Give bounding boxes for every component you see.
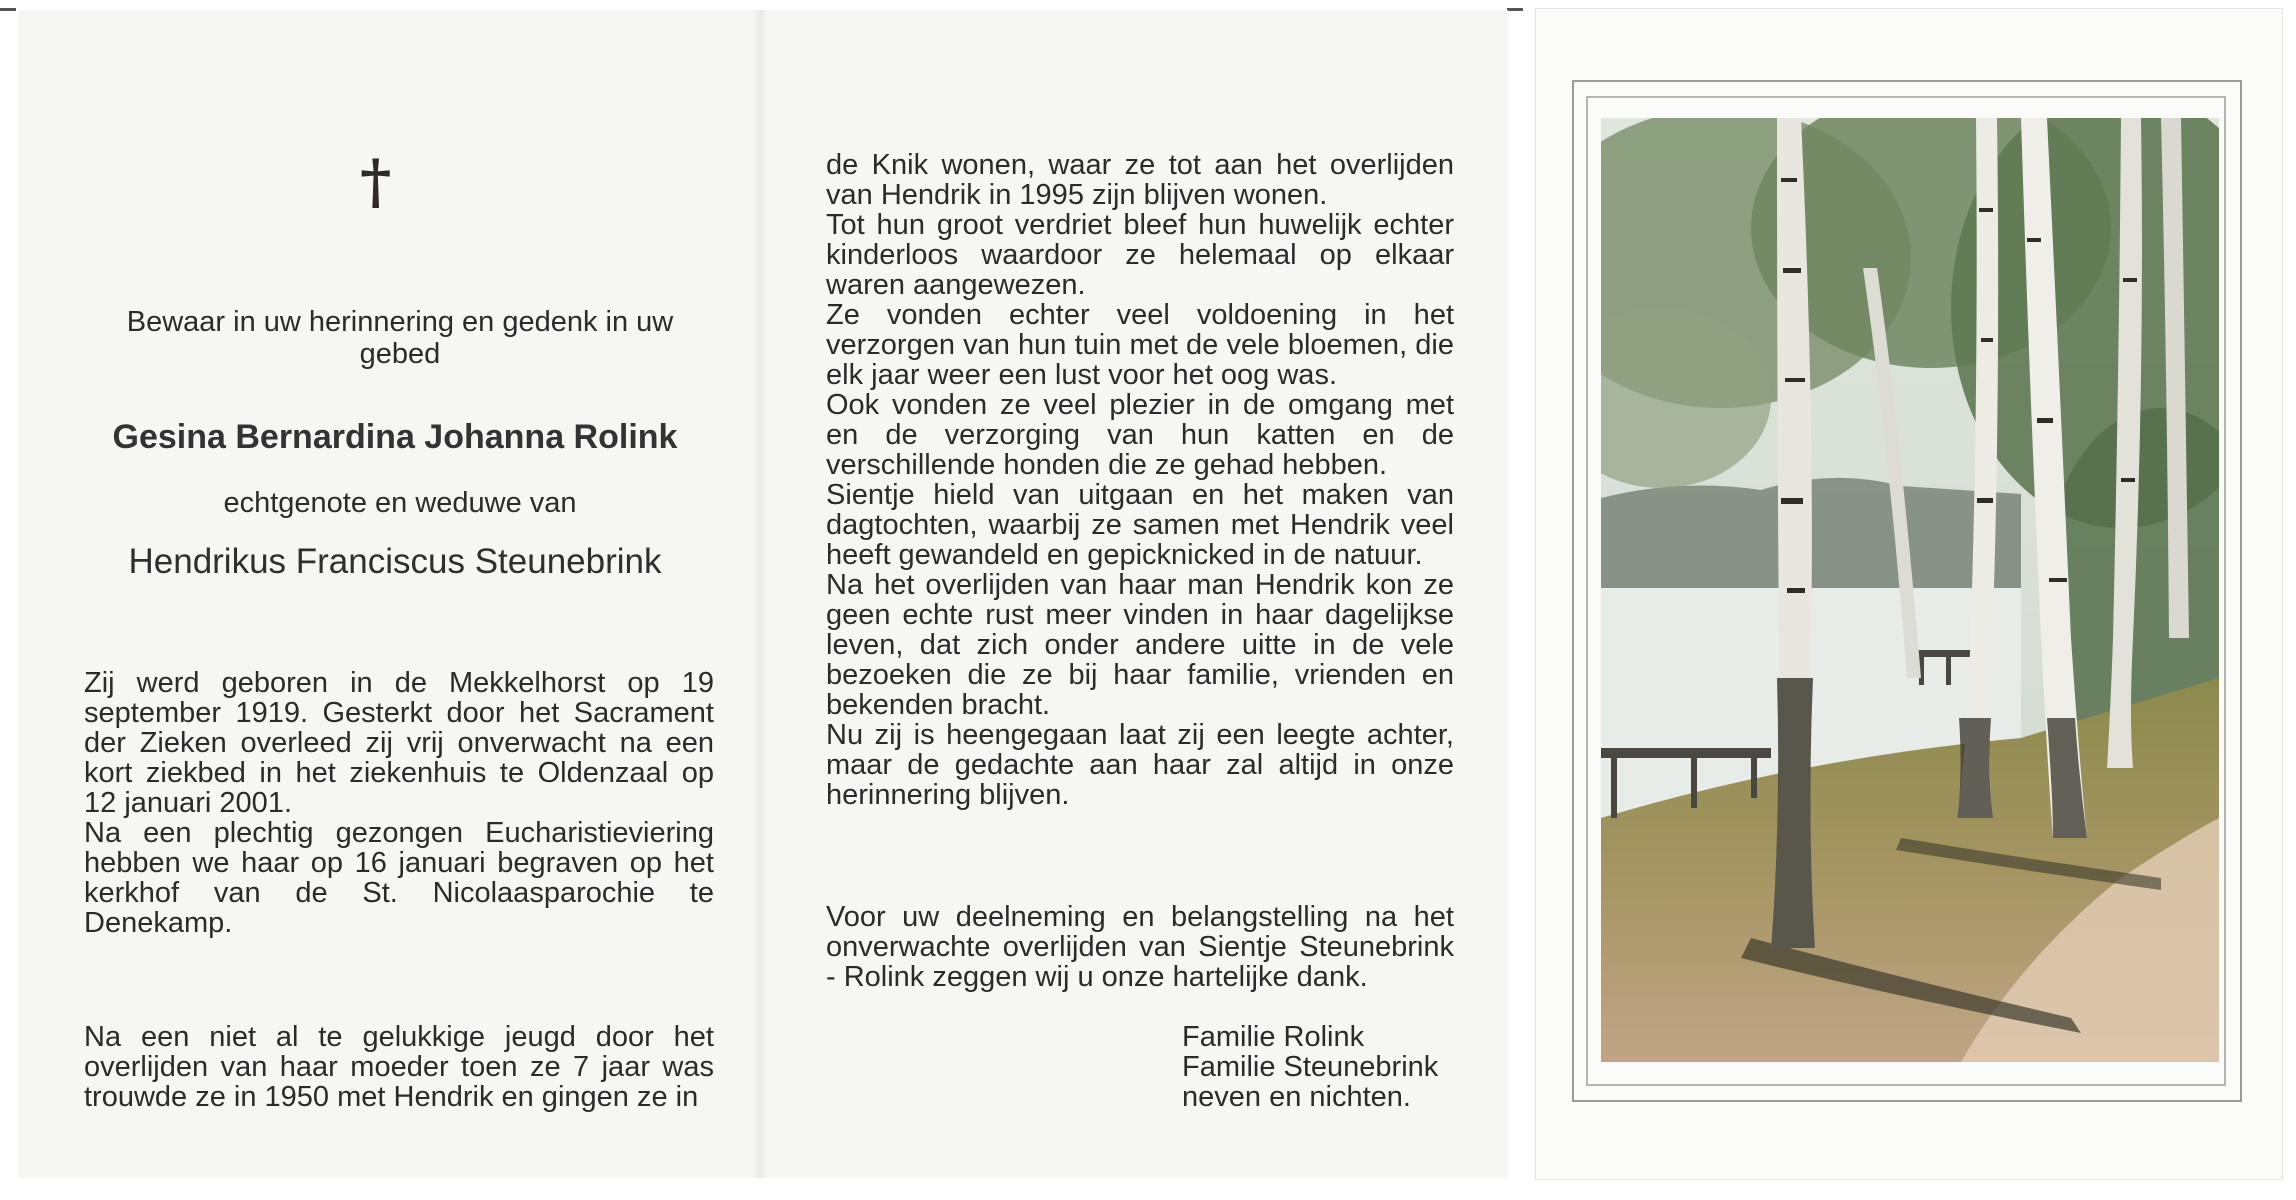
jetty-post (1751, 758, 1757, 798)
jetty-post (1946, 657, 1951, 685)
middle-text-block (826, 150, 1454, 810)
jetty (1911, 650, 1971, 657)
birch-lake-photo (1601, 118, 2219, 1062)
jetty-post (1691, 758, 1697, 808)
jetty-post (1611, 758, 1617, 818)
paragraph-memory: Nu zij is heengegaan laat zij een leegte achter, maar de gedachte aan haar zal altijd in onze herinnering blijven. (826, 719, 1454, 811)
left-text-bottom (84, 1022, 714, 1112)
signature-line: neven en nichten. (1182, 1081, 1411, 1113)
paragraph-pets: Ook vonden ze veel plezier in de omgang met en de verzorging van hun katten en de verschillende honden die ze gehad hebben. (826, 389, 1454, 481)
paragraph-home: de Knik wonen, waar ze tot aan het overlijden van Hendrik in 1995 zijn blijven wonen. (826, 149, 1454, 211)
scan-edge-mark (1507, 8, 1523, 11)
paragraph-trips: Sientje hield van uitgaan en het maken van dagtochten, waarbij ze samen met Hendrik veel heeft gewandeld en gepicknicked in de natuur. (826, 479, 1454, 571)
relation-text: echtgenote en weduwe van (223, 487, 577, 519)
left-text-block (84, 668, 714, 938)
deceased-name: Gesina Bernardina Johanna Rolink (112, 418, 678, 456)
paragraph-birth: Zij werd geboren in de Mekkelhorst op 19 september 1919. Gesterkt door het Sacrament der Zieken overleed zij vrij onverwacht na een kort ziekbed in het ziekenhuis te Oldenzaal op 12 januari 2001. (84, 667, 714, 819)
paragraph-childless: Tot hun groot verdriet bleef hun huwelijk echter kinderloos waardoor ze helemaal op elkaar waren aangewezen. (826, 209, 1454, 301)
paragraph-garden: Ze vonden echter veel voldoening in het verzorgen van hun tuin met de vele bloemen, die elk jaar weer een lust voor het oog was. (826, 299, 1454, 391)
signature-line: Familie Rolink (1182, 1021, 1365, 1053)
prayer-text: Bewaar in uw herinnering en gedenk in uw gebed (126, 306, 674, 370)
cross-icon: † (360, 147, 392, 217)
spouse-name: Hendrikus Franciscus Steunebrink (128, 542, 662, 581)
scan-edge-mark (0, 8, 16, 11)
signature-block (1182, 1022, 1482, 1112)
paragraph-youth: Na een niet al te gelukkige jeugd door het overlijden van haar moeder toen ze 7 jaar was trouwde ze in 1950 met Hendrik en gingen ze in (84, 1021, 714, 1113)
card-fold (752, 10, 768, 1178)
birch-trunk-base (1957, 718, 1993, 818)
paragraph-funeral: Na een plechtig gezongen Eucharistieviering hebben we haar op 16 januari begraven op het kerkhof van de St. Nicolaasparochie te Denekamp. (84, 817, 714, 939)
paragraph-after-death: Na het overlijden van haar man Hendrik kon ze geen echte rust meer vinden in haar dagelijkse leven, dat zich onder andere uitte in de vele bezoeken die ze bij haar familie, vrienden en bekenden bracht. (826, 569, 1454, 721)
signature-line: Familie Steunebrink (1182, 1051, 1439, 1083)
jetty (1601, 748, 1771, 758)
thanks-text: Voor uw deelneming en belangstelling na het onverwachte overlijden van Sientje Steunebrink - Rolink zeggen wij u onze hartelijke dank. (826, 901, 1454, 993)
